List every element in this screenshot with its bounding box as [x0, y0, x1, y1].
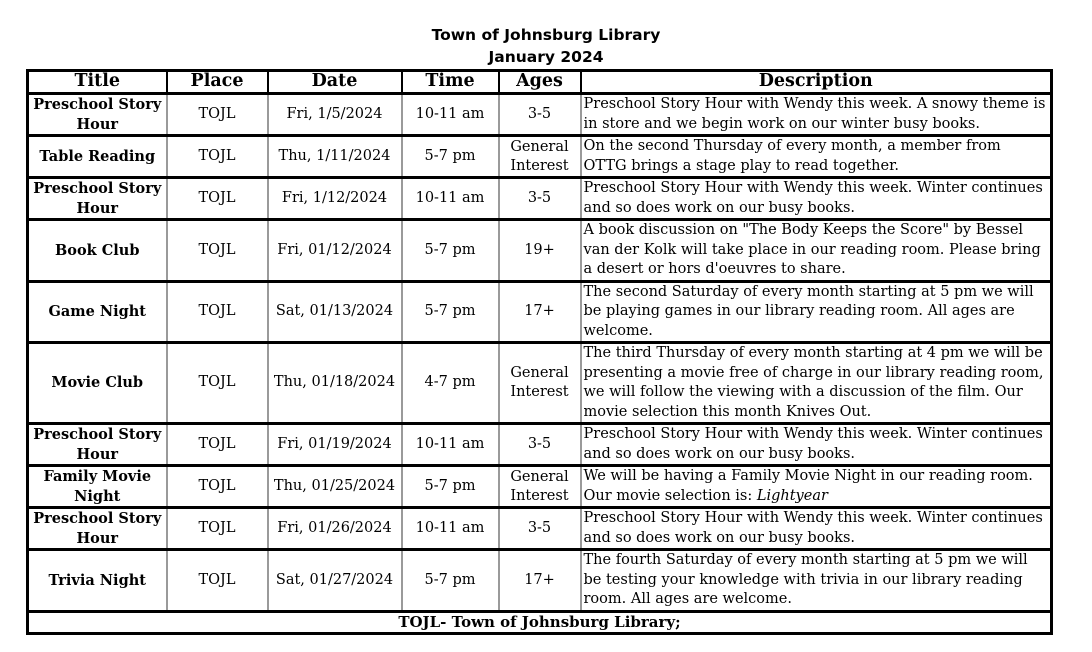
footer-row	[28, 611, 1052, 634]
event-time: 5-7 pm	[402, 220, 499, 282]
header-row	[28, 71, 1052, 94]
event-ages: 17+	[499, 550, 581, 612]
document-subtitle: January 2024	[488, 48, 604, 66]
event-ages: 3-5	[499, 424, 581, 466]
event-time: 10-11 am	[402, 508, 499, 550]
event-date: Sat, 01/13/2024	[268, 281, 402, 343]
event-time: 5-7 pm	[402, 466, 499, 508]
footer-note: TOJL- Town of Johnsburg Library;	[28, 611, 1052, 634]
event-title: Movie Club	[28, 343, 167, 424]
event-title: Preschool Story Hour	[28, 424, 167, 466]
event-title: Preschool Story Hour	[28, 508, 167, 550]
movie-title: Lightyear	[756, 487, 828, 504]
event-time: 10-11 am	[402, 178, 499, 220]
event-ages: 3-5	[499, 508, 581, 550]
table-row	[28, 281, 1052, 343]
event-description: Preschool Story Hour with Wendy this week. Winter continues and so does work on our busy books.	[581, 508, 1052, 550]
event-description: On the second Thursday of every month, a member from OTTG brings a stage play to read together.	[581, 136, 1052, 178]
event-place: TOJL	[167, 220, 268, 282]
table-row	[28, 220, 1052, 282]
event-place: TOJL	[167, 343, 268, 424]
event-time: 4-7 pm	[402, 343, 499, 424]
event-place: TOJL	[167, 178, 268, 220]
events-table	[26, 69, 1053, 635]
event-ages: General Interest	[499, 343, 581, 424]
event-description: Preschool Story Hour with Wendy this week. Winter continues and so does work on our busy books.	[581, 178, 1052, 220]
event-description: The third Thursday of every month starting at 4 pm we will be presenting a movie free of charge in our library reading room, we will follow the viewing with a discussion of the film. Our movie selection this month Knives Out.	[581, 343, 1052, 424]
table-row	[28, 508, 1052, 550]
event-title: Trivia Night	[28, 550, 167, 612]
event-date: Fri, 01/19/2024	[268, 424, 402, 466]
column-header-time: Time	[402, 71, 499, 94]
event-description	[581, 466, 1052, 508]
event-place: TOJL	[167, 424, 268, 466]
column-header-description: Description	[581, 71, 1052, 94]
event-date: Fri, 1/5/2024	[268, 94, 402, 136]
event-title: Book Club	[28, 220, 167, 282]
event-place: TOJL	[167, 281, 268, 343]
column-header-title: Title	[28, 71, 167, 94]
event-place: TOJL	[167, 550, 268, 612]
event-title: Preschool Story Hour	[28, 178, 167, 220]
event-place: TOJL	[167, 94, 268, 136]
event-ages: General Interest	[499, 466, 581, 508]
event-place: TOJL	[167, 508, 268, 550]
event-time: 10-11 am	[402, 94, 499, 136]
event-place: TOJL	[167, 466, 268, 508]
event-ages: 19+	[499, 220, 581, 282]
event-date: Fri, 01/26/2024	[268, 508, 402, 550]
event-date: Thu, 01/18/2024	[268, 343, 402, 424]
event-title: Game Night	[28, 281, 167, 343]
event-ages: 3-5	[499, 94, 581, 136]
column-header-date: Date	[268, 71, 402, 94]
event-time: 5-7 pm	[402, 550, 499, 612]
event-time: 5-7 pm	[402, 136, 499, 178]
event-date: Sat, 01/27/2024	[268, 550, 402, 612]
event-ages: 3-5	[499, 178, 581, 220]
description-text: We will be having a Family Movie Night in our reading room. Our movie selection is:	[583, 468, 1033, 504]
event-description: The fourth Saturday of every month starting at 5 pm we will be testing your knowledge with trivia in our library reading room. All ages are welcome.	[581, 550, 1052, 612]
document-title: Town of Johnsburg Library	[431, 26, 661, 44]
event-date: Thu, 01/25/2024	[268, 466, 402, 508]
table-row	[28, 94, 1052, 136]
event-ages: General Interest	[499, 136, 581, 178]
column-header-place: Place	[167, 71, 268, 94]
column-header-ages: Ages	[499, 71, 581, 94]
table-row	[28, 424, 1052, 466]
table-row	[28, 466, 1052, 508]
event-time: 5-7 pm	[402, 281, 499, 343]
event-description: Preschool Story Hour with Wendy this week. Winter continues and so does work on our busy books.	[581, 424, 1052, 466]
table-row	[28, 343, 1052, 424]
event-date: Fri, 01/12/2024	[268, 220, 402, 282]
event-description: The second Saturday of every month starting at 5 pm we will be playing games in our library reading room. All ages are welcome.	[581, 281, 1052, 343]
event-title: Preschool Story Hour	[28, 94, 167, 136]
event-date: Thu, 1/11/2024	[268, 136, 402, 178]
event-place: TOJL	[167, 136, 268, 178]
table-row	[28, 136, 1052, 178]
event-ages: 17+	[499, 281, 581, 343]
event-description: A book discussion on "The Body Keeps the Score" by Bessel van der Kolk will take place in our reading room. Please bring a desert or hors d'oeuvres to share.	[581, 220, 1052, 282]
event-description: Preschool Story Hour with Wendy this week. A snowy theme is in store and we begin work on our winter busy books.	[581, 94, 1052, 136]
event-title: Table Reading	[28, 136, 167, 178]
event-date: Fri, 1/12/2024	[268, 178, 402, 220]
event-title: Family Movie Night	[28, 466, 167, 508]
table-row	[28, 550, 1052, 612]
event-time: 10-11 am	[402, 424, 499, 466]
table-row	[28, 178, 1052, 220]
